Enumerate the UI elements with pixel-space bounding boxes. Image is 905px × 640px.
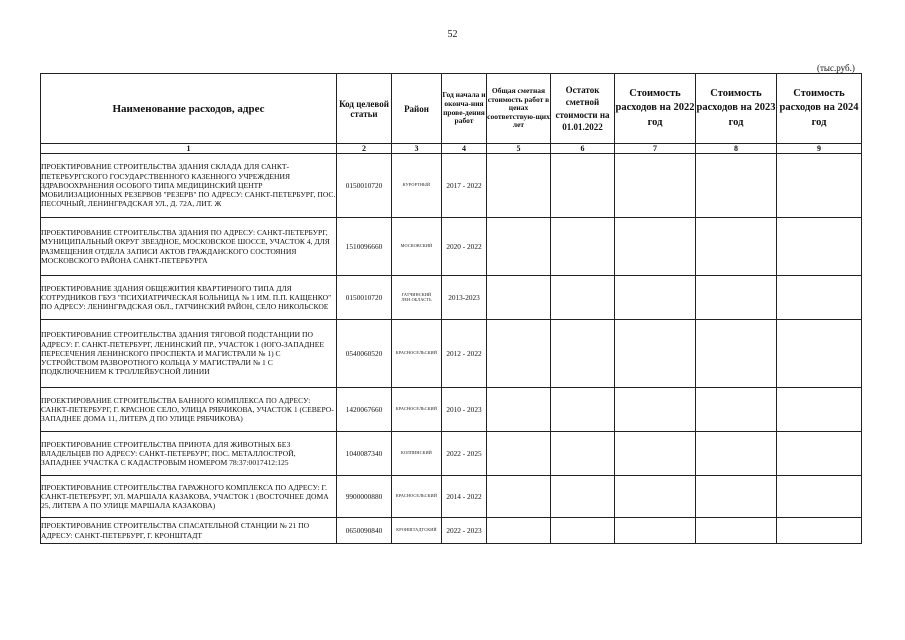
row-total-cost xyxy=(487,276,551,320)
column-number: 6 xyxy=(551,144,615,154)
row-district: ГАТЧИНСКИЙ ЛЕН.ОБЛАСТЬ xyxy=(392,276,442,320)
row-total-cost xyxy=(487,320,551,388)
row-remaining xyxy=(551,276,615,320)
header-district: Район xyxy=(392,74,442,144)
column-number: 2 xyxy=(337,144,392,154)
row-district: КУРОРТНЫЙ xyxy=(392,154,442,218)
row-district: КРАСНОСЕЛЬСКИЙ xyxy=(392,476,442,518)
row-total-cost xyxy=(487,476,551,518)
header-cost-2023: Стоимость расходов на 2023 год xyxy=(696,74,777,144)
row-remaining xyxy=(551,218,615,276)
row-cost-2022 xyxy=(615,518,696,544)
row-cost-2022 xyxy=(615,320,696,388)
row-remaining xyxy=(551,320,615,388)
column-number: 3 xyxy=(392,144,442,154)
row-remaining xyxy=(551,154,615,218)
row-total-cost xyxy=(487,218,551,276)
row-code: 9900000880 xyxy=(337,476,392,518)
row-cost-2024 xyxy=(777,518,862,544)
row-name: ПРОЕКТИРОВАНИЕ СТРОИТЕЛЬСТВА ЗДАНИЯ ПО АДРЕСУ: САНКТ-ПЕТЕРБУРГ, МУНИЦИПАЛЬНЫЙ ОКРУГ ЗВЕЗДНОЕ, МОСКОВСКОЕ ШОССЕ, УЧАСТОК 4, ДЛЯ РАЗМЕЩЕНИЯ ОТДЕЛА ЗАПИСИ АКТОВ ГРАЖДАНСКОГО СОСТОЯНИЯ МОСКОВСКОГО РАЙОНА САНКТ-ПЕТЕРБУРГА xyxy=(41,218,337,276)
row-years: 2022 - 2025 xyxy=(442,432,487,476)
row-cost-2024 xyxy=(777,432,862,476)
row-name: ПРОЕКТИРОВАНИЕ СТРОИТЕЛЬСТВА СПАСАТЕЛЬНОЙ СТАНЦИИ № 21 ПО АДРЕСУ: САНКТ-ПЕТЕРБУРГ, Г. КРОНШТАДТ xyxy=(41,518,337,544)
row-total-cost xyxy=(487,432,551,476)
header-name: Наименование расходов, адрес xyxy=(41,74,337,144)
row-cost-2023 xyxy=(696,518,777,544)
page-number: 52 xyxy=(447,29,458,40)
header-cost-2022: Стоимость расходов на 2022 год xyxy=(615,74,696,144)
row-cost-2022 xyxy=(615,476,696,518)
row-cost-2023 xyxy=(696,432,777,476)
row-name: ПРОЕКТИРОВАНИЕ СТРОИТЕЛЬСТВА ГАРАЖНОГО КОМПЛЕКСА ПО АДРЕСУ: Г. САНКТ-ПЕТЕРБУРГ, УЛ. МАРШАЛА КАЗАКОВА, УЧАСТОК 1 (ВОСТОЧНЕЕ ДОМА 25, ЛИТЕРА А ПО УЛИЦЕ МАРШАЛА КАЗАКОВА) xyxy=(41,476,337,518)
table-row xyxy=(41,276,862,320)
row-remaining xyxy=(551,432,615,476)
header-code: Код целевой статьи xyxy=(337,74,392,144)
row-years: 2012 - 2022 xyxy=(442,320,487,388)
table-row xyxy=(41,476,862,518)
table-row xyxy=(41,518,862,544)
table-row xyxy=(41,218,862,276)
row-cost-2022 xyxy=(615,154,696,218)
column-number-row xyxy=(41,144,862,154)
row-code: 0540060520 xyxy=(337,320,392,388)
row-code: 1040087340 xyxy=(337,432,392,476)
expenses-table xyxy=(40,73,862,544)
column-number: 5 xyxy=(487,144,551,154)
row-name: ПРОЕКТИРОВАНИЕ СТРОИТЕЛЬСТВА ПРИЮТА ДЛЯ ЖИВОТНЫХ БЕЗ ВЛАДЕЛЬЦЕВ ПО АДРЕСУ: САНКТ-ПЕТЕРБУРГ, ПОС. МЕТАЛЛОСТРОЙ, ЗАПАДНЕЕ УЧАСТКА С КАДАСТРОВЫМ НОМЕРОМ 78:37:0017412:125 xyxy=(41,432,337,476)
header-total-cost: Общая сметная стоимость работ в ценах соответствую-щих лет xyxy=(487,74,551,144)
row-cost-2023 xyxy=(696,388,777,432)
table-row xyxy=(41,154,862,218)
row-district: МОСКОВСКИЙ xyxy=(392,218,442,276)
row-cost-2024 xyxy=(777,218,862,276)
row-years: 2022 - 2023 xyxy=(442,518,487,544)
column-number: 7 xyxy=(615,144,696,154)
row-name: ПРОЕКТИРОВАНИЕ СТРОИТЕЛЬСТВА ЗДАНИЯ ТЯГОВОЙ ПОДСТАНЦИИ ПО АДРЕСУ: Г. САНКТ-ПЕТЕРБУРГ, ЛЕНИНСКИЙ ПР., УЧАСТОК 1 (ЮГО-ЗАПАДНЕЕ ПЕРЕСЕЧЕНИЯ ЛЕНИНСКОГО ПРОСПЕКТА И МАГИСТРАЛИ № 1) С УСТРОЙСТВОМ РАЗВОРОТНОГО КОЛЬЦА У МАГИСТРАЛИ № 1 С ПОДКЛЮЧЕНИЕМ К ТРОЛЛЕЙБУСНОЙ ЛИНИИ xyxy=(41,320,337,388)
row-cost-2022 xyxy=(615,218,696,276)
row-name: ПРОЕКТИРОВАНИЕ СТРОИТЕЛЬСТВА БАННОГО КОМПЛЕКСА ПО АДРЕСУ: САНКТ-ПЕТЕРБУРГ, Г. КРАСНОЕ СЕЛО, УЛИЦА РЯБЧИКОВА, УЧАСТОК 1 (СЕВЕРО-ЗАПАДНЕЕ ДОМА 11, ЛИТЕРА Д ПО УЛИЦЕ РЯБЧИКОВА) xyxy=(41,388,337,432)
row-years: 2017 - 2022 xyxy=(442,154,487,218)
header-row xyxy=(41,74,862,144)
table-row xyxy=(41,432,862,476)
column-number: 1 xyxy=(41,144,337,154)
header-years: Год начала и оконча-ния прове-дения работ xyxy=(442,74,487,144)
row-code: 0650090840 xyxy=(337,518,392,544)
column-number: 9 xyxy=(777,144,862,154)
row-cost-2024 xyxy=(777,320,862,388)
row-district: КРОНШТАДТСКИЙ xyxy=(392,518,442,544)
row-years: 2010 - 2023 xyxy=(442,388,487,432)
table-row xyxy=(41,388,862,432)
row-remaining xyxy=(551,476,615,518)
row-cost-2024 xyxy=(777,154,862,218)
row-cost-2022 xyxy=(615,276,696,320)
row-cost-2024 xyxy=(777,276,862,320)
table-row xyxy=(41,320,862,388)
row-years: 2013-2023 xyxy=(442,276,487,320)
row-district: КРАСНОСЕЛЬСКИЙ xyxy=(392,320,442,388)
row-district: КОЛПИНСКИЙ xyxy=(392,432,442,476)
row-cost-2023 xyxy=(696,154,777,218)
row-cost-2023 xyxy=(696,218,777,276)
column-number: 8 xyxy=(696,144,777,154)
row-years: 2020 - 2022 xyxy=(442,218,487,276)
row-code: 0150010720 xyxy=(337,154,392,218)
header-remaining: Остаток сметной стоимости на 01.01.2022 xyxy=(551,74,615,144)
row-cost-2022 xyxy=(615,388,696,432)
row-remaining xyxy=(551,518,615,544)
row-total-cost xyxy=(487,154,551,218)
column-number: 4 xyxy=(442,144,487,154)
row-remaining xyxy=(551,388,615,432)
row-years: 2014 - 2022 xyxy=(442,476,487,518)
row-name: ПРОЕКТИРОВАНИЕ СТРОИТЕЛЬСТВА ЗДАНИЯ СКЛАДА ДЛЯ САНКТ-ПЕТЕРБУРГСКОГО ГОСУДАРСТВЕННОГО КАЗЕННОГО УЧРЕЖДЕНИЯ ЗДРАВООХРАНЕНИЯ ОСОБОГО ТИПА МЕДИЦИНСКИЙ ЦЕНТР МОБИЛИЗАЦИОННЫХ РЕЗЕРВОВ "РЕЗЕРВ" ПО АДРЕСУ: САНКТ-ПЕТЕРБУРГ, ПОС. ПЕСОЧНЫЙ, ЛЕНИНГРАДСКАЯ УЛ., Д. 72А, ЛИТ. Ж xyxy=(41,154,337,218)
row-code: 0150010720 xyxy=(337,276,392,320)
header-cost-2024: Стоимость расходов на 2024 год xyxy=(777,74,862,144)
row-cost-2023 xyxy=(696,320,777,388)
row-total-cost xyxy=(487,388,551,432)
row-total-cost xyxy=(487,518,551,544)
row-code: 1510096660 xyxy=(337,218,392,276)
row-district: КРАСНОСЕЛЬСКИЙ xyxy=(392,388,442,432)
row-cost-2023 xyxy=(696,476,777,518)
row-code: 1420067660 xyxy=(337,388,392,432)
row-cost-2023 xyxy=(696,276,777,320)
row-name: ПРОЕКТИРОВАНИЕ ЗДАНИЯ ОБЩЕЖИТИЯ КВАРТИРНОГО ТИПА ДЛЯ СОТРУДНИКОВ ГБУЗ "ПСИХИАТРИЧЕСКАЯ БОЛЬНИЦА № 1 ИМ. П.П. КАЩЕНКО" ПО АДРЕСУ: ЛЕНИНГРАДСКАЯ ОБЛ., ГАТЧИНСКИЙ РАЙОН, СЕЛО НИКОЛЬСКОЕ xyxy=(41,276,337,320)
row-cost-2024 xyxy=(777,388,862,432)
row-cost-2024 xyxy=(777,476,862,518)
row-cost-2022 xyxy=(615,432,696,476)
units-label: (тыс.руб.) xyxy=(817,63,855,73)
